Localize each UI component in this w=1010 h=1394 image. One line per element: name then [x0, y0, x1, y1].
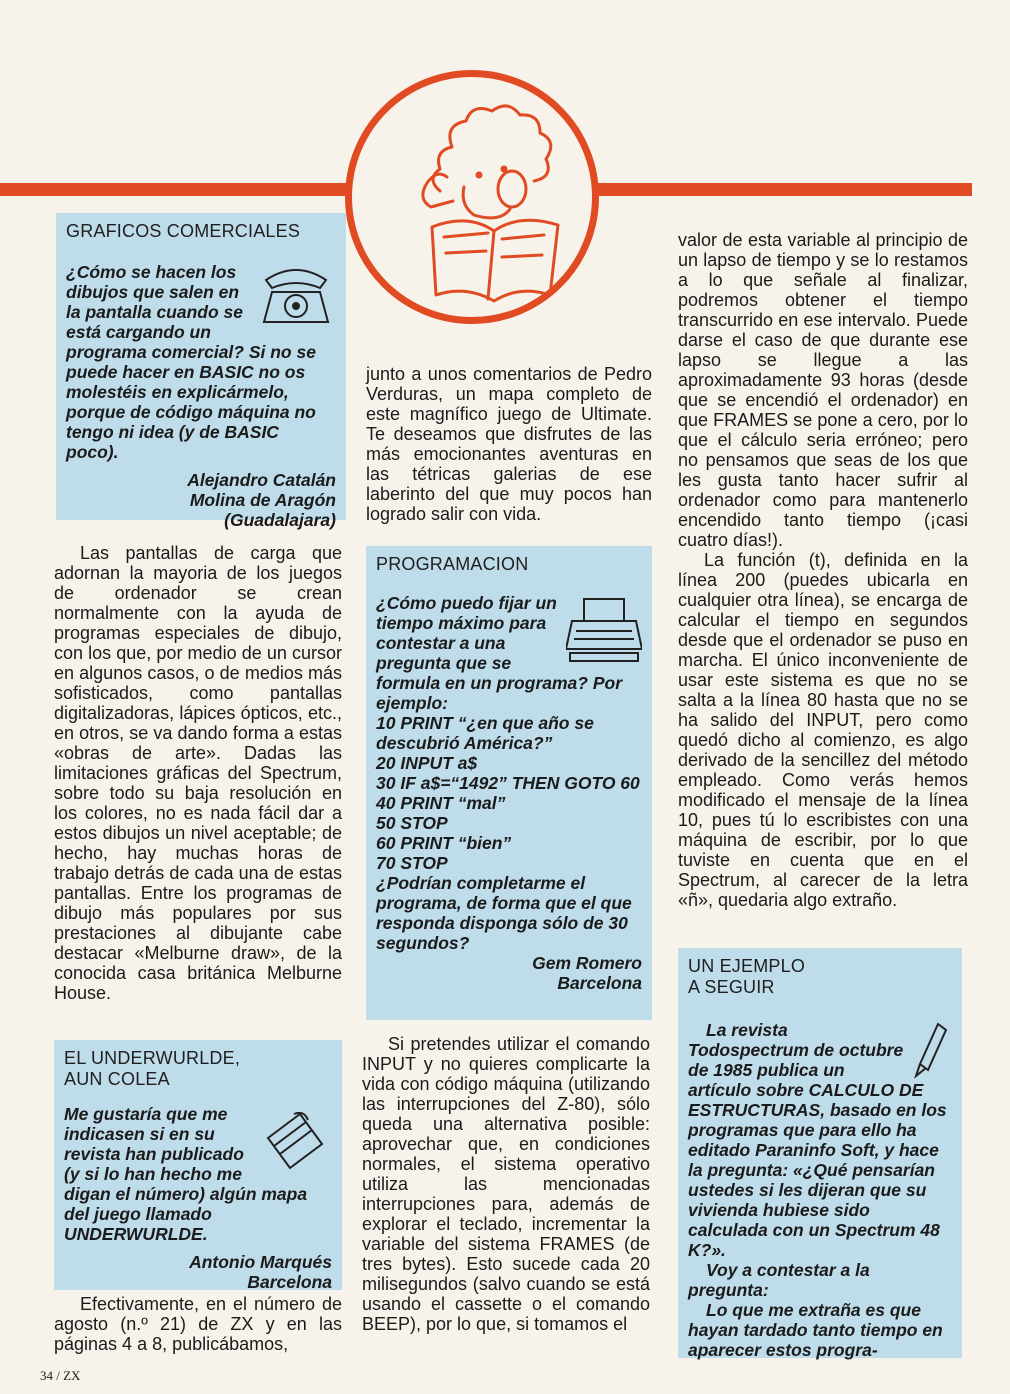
programacion-city: Barcelona — [557, 973, 642, 993]
graficos-title: GRAFICOS COMERCIALES — [66, 221, 301, 241]
programacion-answer-right-1: valor de esta variable al principio de un lapso de tiempo y se lo restamos a lo que señale al finalizar, podremos obtener el tiempo transcurrido en ese intervalo. Puede darse el caso de que durante ese lapso se llegue a las aproximadamente 93 horas (desde que se encendió el ordenador) en que FRAMES se pone a cero, por lo que el cálculo seria erróneo; pero no pensamos que seas de los que les gusta tanto hacer sufrir al ordenador como para mantenerlo encendido tanto tiempo (¡casi cuatro días!). — [678, 230, 968, 550]
underwurlde-answer-cont-text: junto a unos comentarios de Pedro Verduras, un mapa completo de este magnífico juego de Ultimate. Te deseamos que disfrutes de las más emocionantes aventuras en las tétricas galerias de ese laberinto del que muy pocos han logrado salir con vida. — [366, 364, 652, 524]
programacion-question: ¿Cómo puedo fijar un tiempo máximo para contestar a una pregunta que se formula en un programa? Por ejemplo: — [376, 593, 622, 713]
underwurlde-answer-start — [54, 1294, 342, 1354]
underwurlde-author: Antonio Marqués — [189, 1252, 332, 1272]
programacion-answer — [362, 1034, 650, 1334]
ejemplo-title-1: UN EJEMPLO — [688, 956, 806, 976]
programacion-answer-text: Si pretendes utilizar el comando INPUT y no quieres complicarte la vida con código máquina (utilizando las interrupciones del Z-80), sólo queda una alternativa posible: aprovechar que, en condiciones normales, el sistema operativo utiliza las mencionadas interrupciones para, además de explorar el teclado, incrementar la variable del sistema FRAMES (de tres bytes). Esto sucede cada 20 milisegundos (salvo cuando se está usando el cassette o el comando BEEP), por lo que, si tomamos el — [362, 1034, 650, 1334]
pen-icon — [908, 1020, 952, 1080]
underwurlde-city: Barcelona — [247, 1272, 332, 1292]
code-line-20: 20 INPUT a$ — [376, 753, 478, 773]
code-line-10: 10 PRINT “¿en que año se descubrió América?” — [376, 713, 594, 753]
graficos-question-box — [56, 213, 346, 530]
notebook-icon — [254, 1104, 332, 1182]
ejemplo-title-2: A SEGUIR — [688, 977, 775, 997]
programacion-question-end: ¿Podrían completarme el programa, de forma que el que responda disponga sólo de 30 segundos? — [376, 873, 632, 953]
code-line-70: 70 STOP — [376, 853, 448, 873]
graficos-answer — [54, 543, 342, 1003]
programacion-answer-right-2: La función (t), definida en la línea 200 (puedes ubicarla en cualquier otra línea), se encarga de calcular el tiempo en segundos desde que el ordenador se puso en marcha. El único inconveniente de usar este sistema es que no se salta a la línea 80 hasta que no se ha salido del INPUT, pero como quedó dicho al comienzo, es algo derivado de la sencillez del método empleado. Como verás hemos modificado el mensaje de la línea 10, pues tú lo escribistes con una máquina de escribir, por lo que tuviste en cuenta que en el Spectrum, al carecer de la letra «ñ», quedaria algo extraño. — [678, 550, 968, 910]
ejemplo-text-1: La revista Todospectrum de octubre de 1985 publica un artículo sobre CALCULO DE ESTRUCTURAS, basado en los programas que para ello ha editado Paraninfo Soft, y hace la pregunta: «¿Qué pensarían ustedes si les dijeran que su vivienda hubiese sido calculada con un Spectrum 48 K?». — [688, 1020, 947, 1260]
programacion-answer-right — [678, 230, 968, 910]
underwurlde-answer-start-text: Efectivamente, en el número de agosto (n.º 21) de ZX y en las páginas 4 a 8, publicábamos, — [54, 1294, 342, 1354]
ejemplo-text-3: Lo que me extraña es que hayan tardado tanto tiempo en aparecer estos progra- — [688, 1300, 943, 1360]
graficos-answer-text: Las pantallas de carga que adornan la mayoria de los juegos de ordenador se crean normalmente con la ayuda de programas especiales de dibujo, con los que, por medio de un cursor en algunos casos, o de medios más sofisticados, como pantallas digitalizadoras, lápices ópticos, etc., en otros, se va dando forma a estas «obras de arte». Dadas las limitaciones gráficas del Spectrum, sobre todo su baja resolución en los colores, no es nada fácil dar a estos dibujos un nivel aceptable; de hecho, hay muchas horas de trabajo detrás de cada una de estas pantallas. Entre los programas de dibujo más populares por sus prestaciones al dibujante cabe destacar «Melburne draw», de la conocida casa británica Melburne House. — [54, 543, 342, 1003]
graficos-province: (Guadalajara) — [224, 510, 336, 530]
code-line-50: 50 STOP — [376, 813, 448, 833]
underwurlde-question-box — [54, 1040, 342, 1290]
programacion-question-box — [366, 546, 652, 1020]
code-line-60: 60 PRINT “bien” — [376, 833, 512, 853]
underwurlde-answer-cont — [366, 364, 652, 524]
page-number: 34 / ZX — [40, 1368, 81, 1383]
telephone-icon — [256, 262, 336, 332]
programacion-title: PROGRAMACION — [376, 554, 529, 574]
code-line-40: 40 PRINT “mal” — [376, 793, 506, 813]
reader-illustration — [345, 70, 599, 324]
underwurlde-question: Me gustaría que me indicasen si en su revista han publicado (y si lo han hecho me digan el número) algún mapa del juego llamado UNDERWURLDE. — [64, 1104, 308, 1244]
programacion-author: Gem Romero — [532, 953, 642, 973]
code-line-30: 30 IF a$=“1492” THEN GOTO 60 — [376, 773, 640, 793]
graficos-question: ¿Cómo se hacen los dibujos que salen en la pantalla cuando se está cargando un programa comercial? Si no se puede hacer en BASIC no os molestéis en explicármelo, porque de código máquina no tengo ni idea (y de BASIC poco). — [66, 262, 316, 462]
graficos-author: Alejandro Catalán — [187, 470, 336, 490]
ejemplo-box — [678, 948, 962, 1358]
typewriter-icon — [566, 593, 642, 669]
graficos-city: Molina de Aragón — [189, 490, 336, 510]
ejemplo-text-2: Voy a contestar a la pregunta: — [688, 1260, 870, 1300]
underwurlde-title: EL UNDERWURLDE, AUN COLEA — [64, 1048, 241, 1089]
